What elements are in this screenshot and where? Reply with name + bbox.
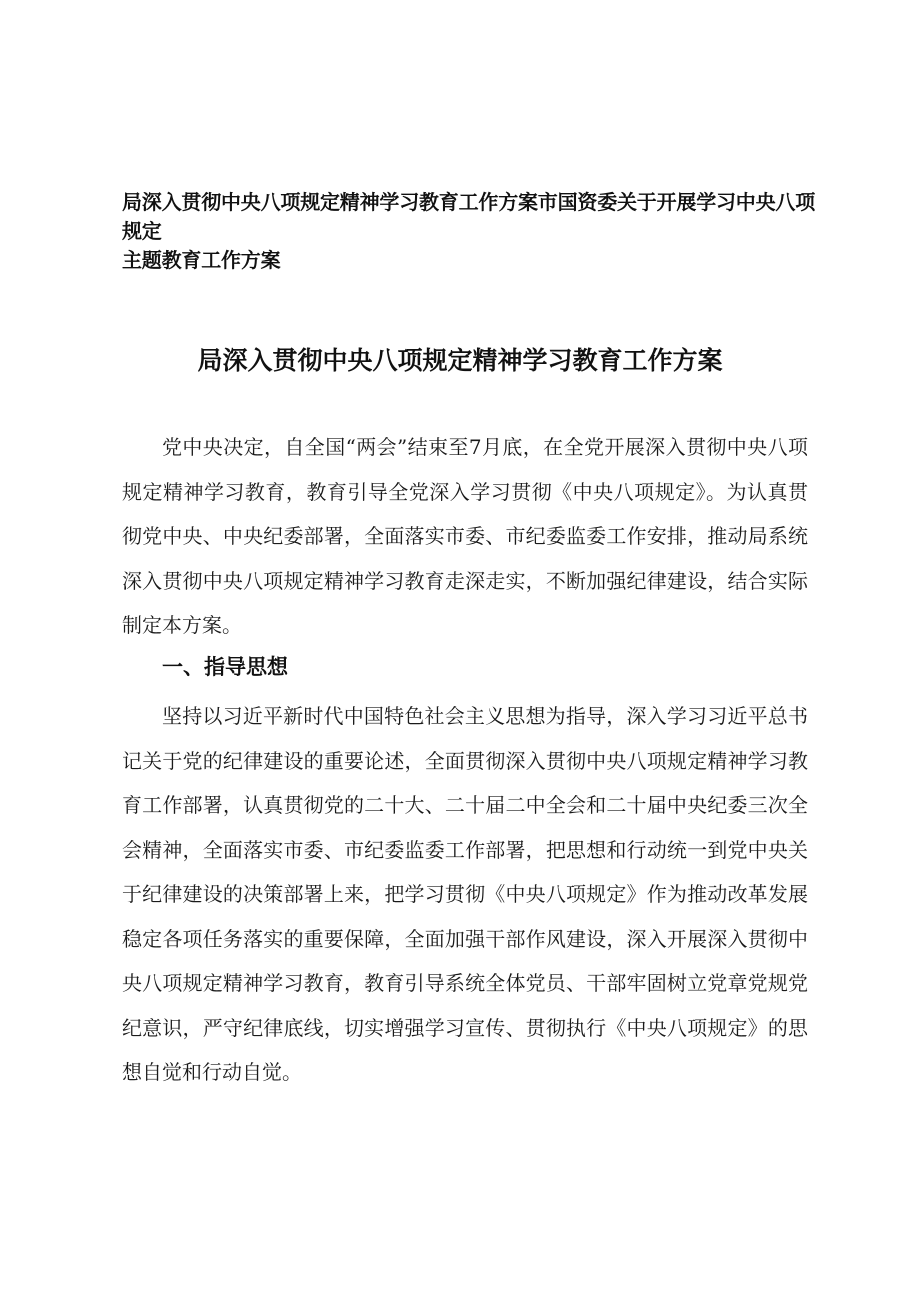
- document-top-heading: 局深入贯彻中央八项规定精神学习教育工作方案市国资委关于开展学习中央八项规定 主题教育工作方案: [122, 190, 815, 272]
- section-heading-guiding-ideology: 一、指导思想: [162, 655, 288, 679]
- paragraph-intro: 党中央决定，自全国“两会”结束至7月底，在全党开展深入贯彻中央八项规定精神学习教育，教育引导全党深入学习贯彻《中央八项规定》。为认真贯彻党中央、中央纪委部署，全面落实市委、市纪委监委工作安排，推动局系统深入贯彻中央八项规定精神学习教育走深走实，不断加强纪律建设，结合实际制定本方案。: [122, 435, 808, 637]
- document-title: 局深入贯彻中央八项规定精神学习教育工作方案: [197, 346, 723, 375]
- paragraph-guiding-ideology: 坚持以习近平新时代中国特色社会主义思想为指导，深入学习习近平总书记关于党的纪律建设的重要论述，全面贯彻深入贯彻中央八项规定精神学习教育工作部署，认真贯彻党的二十大、二十届二中全会和二十届中央纪委三次全会精神，全面落实市委、市纪委监委工作部署，把思想和行动统一到党中央关于纪律建设的决策部署上来，把学习贯彻《中央八项规定》作为推动改革发展稳定各项任务落实的重要保障，全面加强干部作风建设，深入开展深入贯彻中央八项规定精神学习教育，教育引导系统全体党员、干部牢固树立党章党规党纪意识，严守纪律底线，切实增强学习宣传、贯彻执行《中央八项规定》的思想自觉和行动自觉。: [122, 704, 808, 1084]
